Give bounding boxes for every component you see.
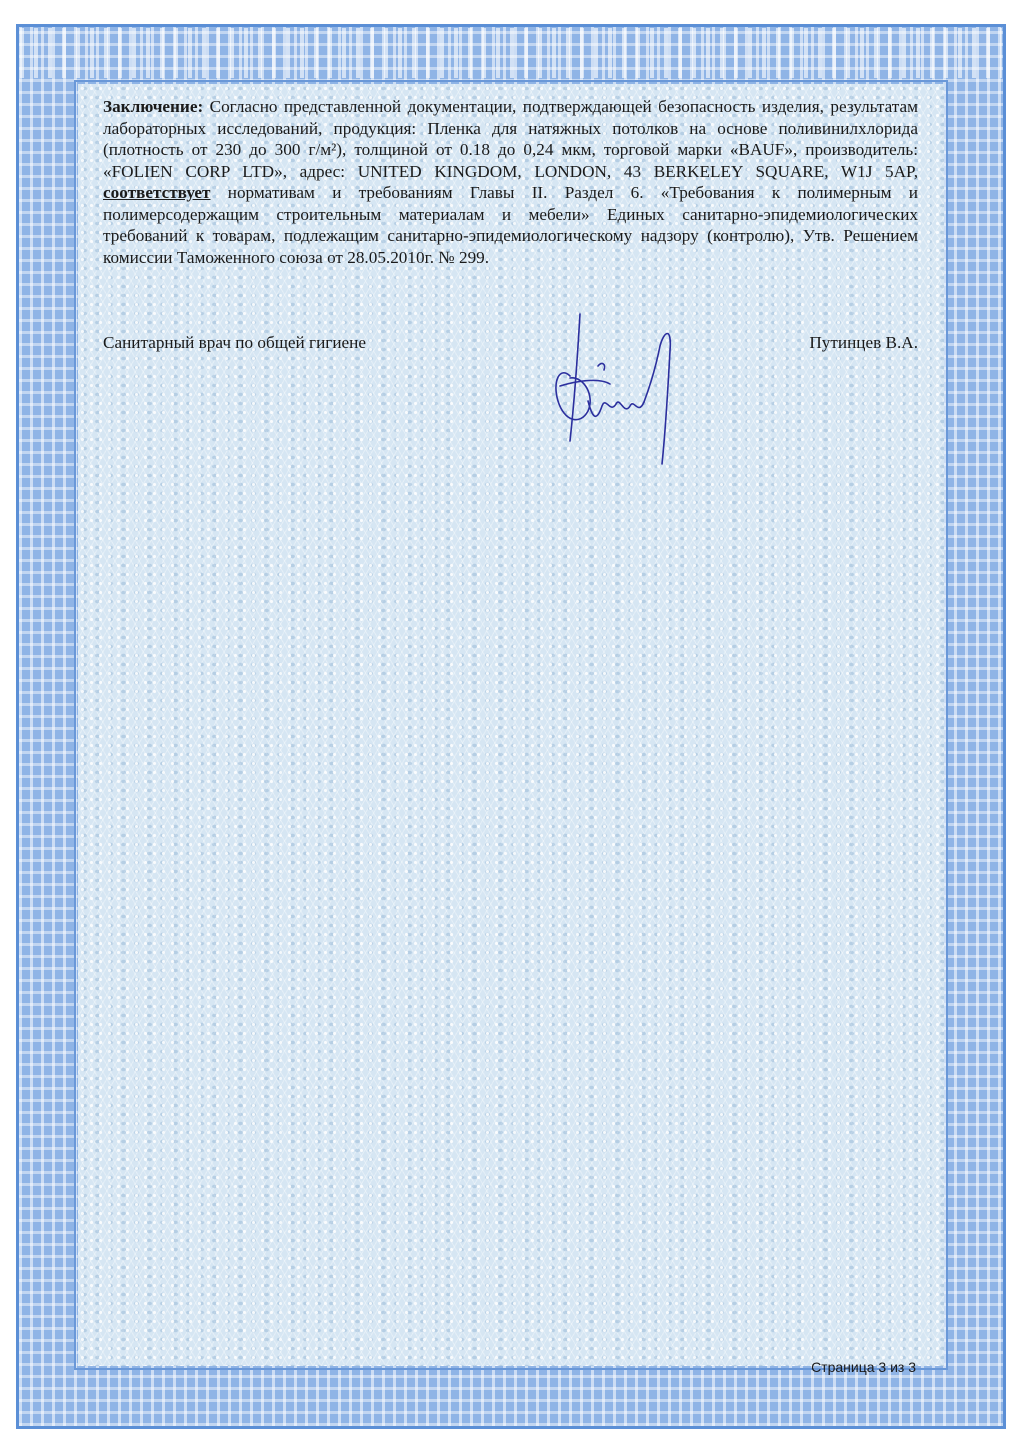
conclusion-text-part1: Согласно представленной документации, подтверждающей безопасность изделия, результатам лабораторных исследований, продукция: Пленка для натяжных потолков на основе поливинилхлорида (плотность от 230 до 300 г/м²), толщиной от 0.18 до 0,24 мкм, торговой марки «BAUF», производитель: «FOLIEN CORP LTD», адрес: UNITED KINGDOM, LONDON, 43 BERKELEY SQUARE, W1J 5AP, — [103, 97, 918, 181]
top-ornament — [20, 28, 1002, 78]
signatory-name: Путинцев В.А. — [809, 333, 918, 352]
conclusion-text-part2: нормативам и требованиям Главы II. Раздел 6. «Требования к полимерным и полимерсодержащим строительным материалам и мебели» Единых санитарно-эпидемиологических требований к товарам, подлежащим санитарно-эпидемиологическому надзору (контролю), Утв. Решением комиссии Таможенного союза от 28.05.2010г. № 299. — [103, 183, 918, 267]
page-number: Страница 3 из 3 — [811, 1359, 916, 1375]
guilloche-background — [78, 84, 944, 1366]
conclusion-paragraph — [103, 96, 918, 268]
conclusion-verdict: соответствует — [103, 183, 211, 202]
conclusion-label: Заключение: — [103, 97, 204, 116]
signatory-position: Санитарный врач по общей гигиене — [103, 333, 366, 352]
signatory-row — [103, 333, 918, 353]
handwritten-signature — [540, 306, 690, 476]
